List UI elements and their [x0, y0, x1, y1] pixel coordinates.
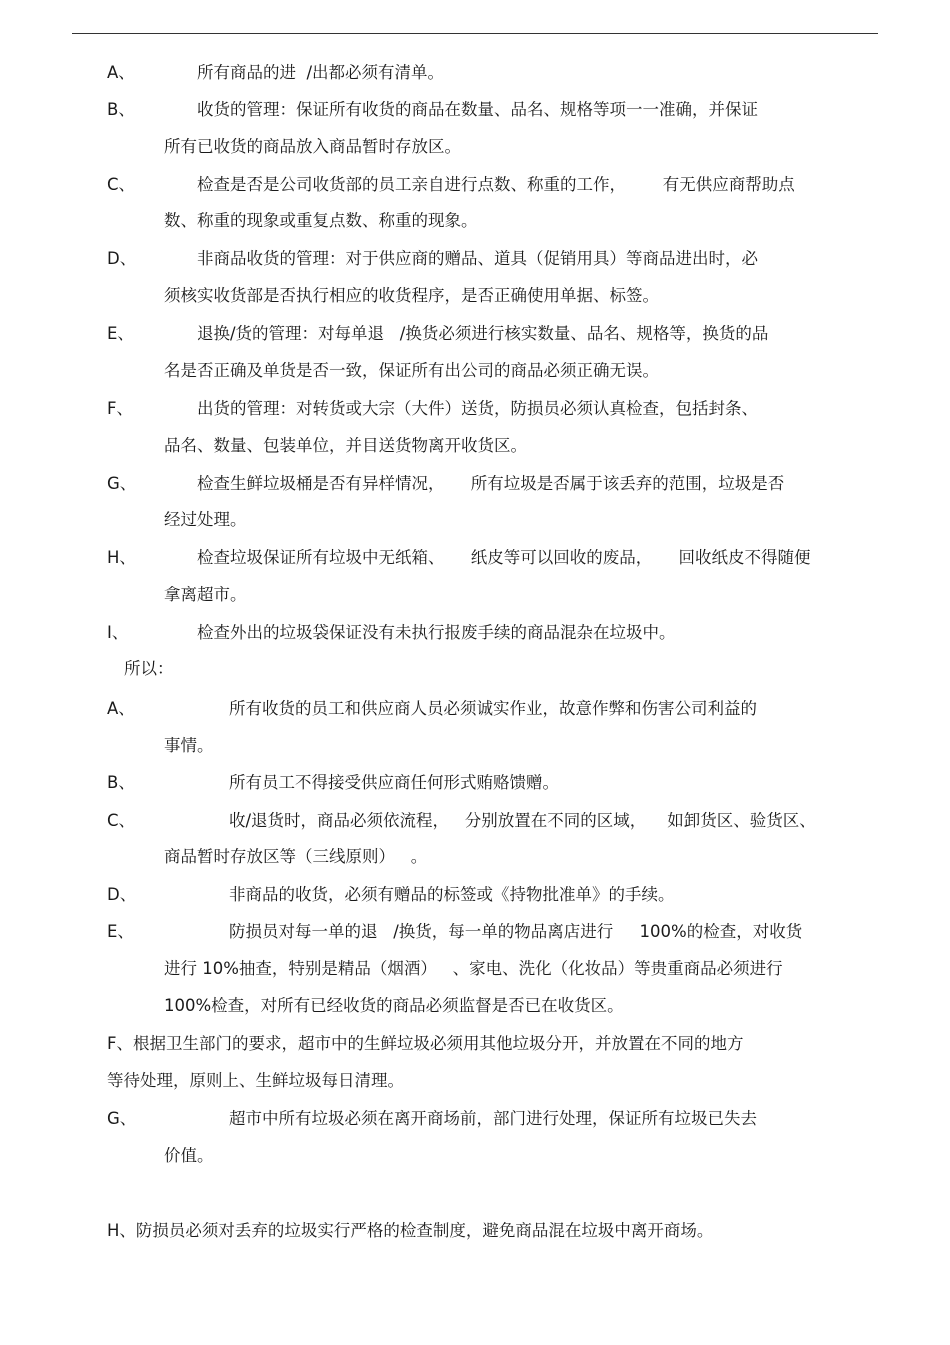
item-letter: A、: [107, 699, 135, 718]
conclusion-label: 所以：: [124, 659, 174, 678]
item-text: 收货的管理：保证所有收货的商品在数量、品名、规格等项一一准确，并保证: [197, 100, 758, 119]
item-text: 防损员对每一单的退 /换货，每一单的物品离店进行 100%的检查，对收货: [229, 922, 803, 941]
item-text: 品名、数量、包装单位，并目送货物离开收货区。: [164, 436, 527, 455]
item-letter: D、: [107, 885, 137, 904]
item-text: 100%检查，对所有已经收货的商品必须监督是否已在收货区。: [164, 996, 624, 1015]
item-text: 进行 10%抽查，特别是精品（烟酒） 、家电、洗化（化妆品）等贵重商品必须进行: [164, 959, 783, 978]
item-letter: H、: [107, 548, 136, 567]
item-text: 价值。: [164, 1146, 214, 1165]
item-letter: D、: [107, 249, 137, 268]
item-text: 检查垃圾保证所有垃圾中无纸箱、 纸皮等可以回收的废品， 回收纸皮不得随便: [197, 548, 811, 567]
item-text: 数、称重的现象或重复点数、称重的现象。: [164, 211, 478, 230]
paragraph-f-line: F、根据卫生部门的要求，超市中的生鲜垃圾必须用其他垃圾分开，并放置在不同的地方: [107, 1034, 744, 1053]
item-letter: G、: [107, 1109, 137, 1128]
item-text: 经过处理。: [164, 510, 247, 529]
item-text: 所有员工不得接受供应商任何形式贿赂馈赠。: [229, 773, 559, 792]
item-letter: C、: [107, 175, 136, 194]
paragraph-f-line: 等待处理，原则上、生鲜垃圾每日清理。: [107, 1071, 404, 1090]
item-letter: I、: [107, 623, 129, 642]
item-letter: B、: [107, 773, 135, 792]
item-letter: E、: [107, 324, 134, 343]
item-text: 非商品的收货，必须有赠品的标签或《持物批准单》的手续。: [229, 885, 675, 904]
item-text: 拿离超市。: [164, 585, 247, 604]
item-text: 退换/货的管理：对每单退 /换货必须进行核实数量、品名、规格等，换货的品: [197, 324, 769, 343]
item-text: 出货的管理：对转货或大宗（大件）送货，防损员必须认真检查，包括封条、: [197, 399, 758, 418]
item-text: 所有收货的员工和供应商人员必须诚实作业，故意作弊和伤害公司利益的: [229, 699, 757, 718]
item-text: 须核实收货部是否执行相应的收货程序，是否正确使用单据、标签。: [164, 286, 659, 305]
item-text: 所有已收货的商品放入商品暂时存放区。: [164, 137, 461, 156]
item-letter: C、: [107, 811, 136, 830]
item-text: 检查是否是公司收货部的员工亲自进行点数、称重的工作， 有无供应商帮助点: [197, 175, 795, 194]
paragraph-h: H、防损员必须对丢弃的垃圾实行严格的检查制度，避免商品混在垃圾中离开商场。: [107, 1221, 714, 1240]
item-text: 超市中所有垃圾必须在离开商场前，部门进行处理，保证所有垃圾已失去: [229, 1109, 757, 1128]
item-text: 检查生鲜垃圾桶是否有异样情况， 所有垃圾是否属于该丢弃的范围，垃圾是否: [197, 474, 785, 493]
item-text: 检查外出的垃圾袋保证没有未执行报废手续的商品混杂在垃圾中。: [197, 623, 676, 642]
item-letter: B、: [107, 100, 135, 119]
item-text: 非商品收货的管理：对于供应商的赠品、道具（促销用具）等商品进出时，必: [197, 249, 758, 268]
item-letter: G、: [107, 474, 137, 493]
item-letter: F、: [107, 399, 133, 418]
header-rule: [72, 33, 878, 34]
item-text: 所有商品的进 /出都必须有清单。: [197, 63, 445, 82]
item-text: 收/退货时，商品必须依流程， 分别放置在不同的区域， 如卸货区、验货区、: [229, 811, 816, 830]
item-text: 商品暂时存放区等（三线原则） 。: [164, 847, 428, 866]
item-text: 名是否正确及单货是否一致，保证所有出公司的商品必须正确无误。: [164, 361, 659, 380]
item-letter: A、: [107, 63, 135, 82]
item-text: 事情。: [164, 736, 214, 755]
item-letter: E、: [107, 922, 134, 941]
